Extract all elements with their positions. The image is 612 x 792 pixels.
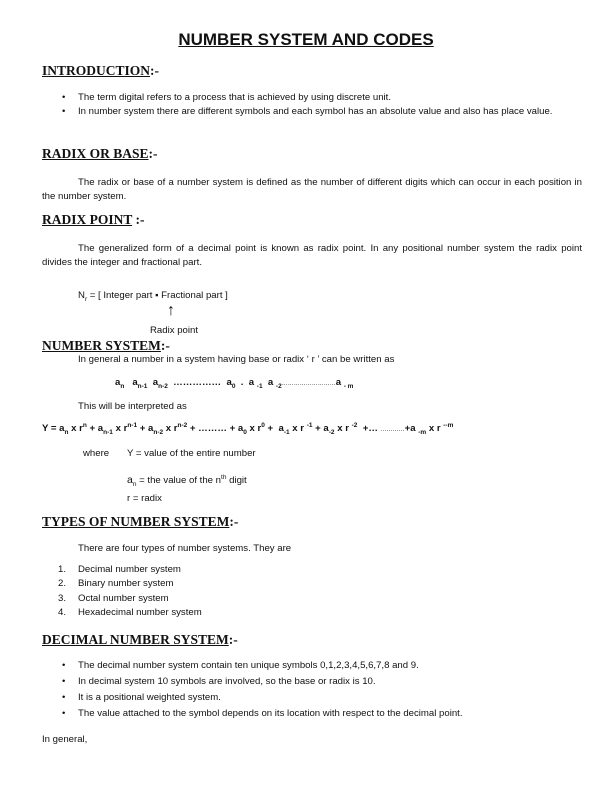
heading-number-system: NUMBER SYSTEM:-	[42, 338, 170, 353]
number-system-intro: In general a number in a system having base or radix ‘ r ’ can be written as	[78, 354, 395, 365]
paragraph-radix-or-base: The radix or base of a number system is defined as the number of different digits which can occur in each position in the number system.	[42, 177, 582, 202]
bullet-icon: •	[62, 92, 66, 103]
bullet-icon: •	[62, 692, 66, 703]
list-item: • The value attached to the symbol depends on its location with respect to the decimal point.	[62, 708, 463, 719]
definition-r: r = radix	[127, 493, 162, 504]
paragraph-radix-point: The generalized form of a decimal point is known as radix point. In any positional number system the radix point divides the integer and fractional part.	[42, 243, 582, 268]
bullet-icon: •	[62, 106, 66, 117]
arrow-up-icon: ↑	[167, 302, 175, 319]
definition-y: Y = value of the entire number	[127, 448, 256, 459]
bullet-icon: •	[62, 708, 66, 719]
list-item: • It is a positional weighted system.	[62, 692, 221, 703]
radix-point-label: Radix point	[150, 325, 198, 336]
digit-sequence: $a_n$ $a_{n-1}$ $a_{n-2}$ …………… $a_0$ . a $_{-1}$ a $_{-2}$………………………a $_{- m}$	[115, 377, 354, 390]
closing-text: In general,	[42, 734, 88, 745]
list-item: • In number system there are different symbols and each symbol has an absolute value and also has place value.	[62, 106, 553, 117]
where-label: where	[83, 448, 110, 459]
heading-radix-point: RADIX POINT :-	[42, 212, 145, 227]
bullet-icon: •	[62, 676, 66, 687]
interpreted-text: This will be interpreted as	[78, 401, 187, 412]
heading-types: TYPES OF NUMBER SYSTEM:-	[42, 514, 239, 529]
list-item: 1. Decimal number system	[58, 564, 181, 575]
types-intro: There are four types of number systems. They are	[78, 543, 292, 554]
list-item: 3. Octal number system	[58, 593, 169, 604]
list-item: 2. Binary number system	[58, 578, 174, 589]
heading-decimal: DECIMAL NUMBER SYSTEM:-	[42, 632, 238, 647]
bullet-icon: •	[62, 660, 66, 671]
heading-radix-or-base: RADIX OR BASE:-	[42, 146, 158, 161]
definition-an: $a_n$ = the value of the $n^{th}$ digit	[127, 474, 247, 489]
list-item: 4. Hexadecimal number system	[58, 607, 202, 618]
radix-point-formula: $N_r$ = [ Integer part ▪ Fractional part ]	[78, 290, 228, 303]
list-item: • The term digital refers to a process that is achieved by using discrete unit.	[62, 92, 392, 103]
page-title: NUMBER SYSTEM AND CODES	[178, 30, 434, 49]
list-item: • In decimal system 10 symbols are involved, so the base or radix is 10.	[62, 676, 376, 687]
heading-introduction: INTRODUCTION:-	[42, 63, 160, 78]
expansion-formula: $Y = a_n$ x $r^n + a_{n-1}$ x $r^{n-1} + a_{n-2}$ x $r^{n-2}$ + ……… + $a_0$ x $r^0 + a_{-1}$ x r $^{-1} + a_{-2}$ x r $^{-2}$ +… …………+a $_{-m}$ x r $^{--m}$	[42, 422, 454, 437]
list-item: • The decimal number system contain ten unique symbols 0,1,2,3,4,5,6,7,8 and 9.	[62, 660, 419, 671]
